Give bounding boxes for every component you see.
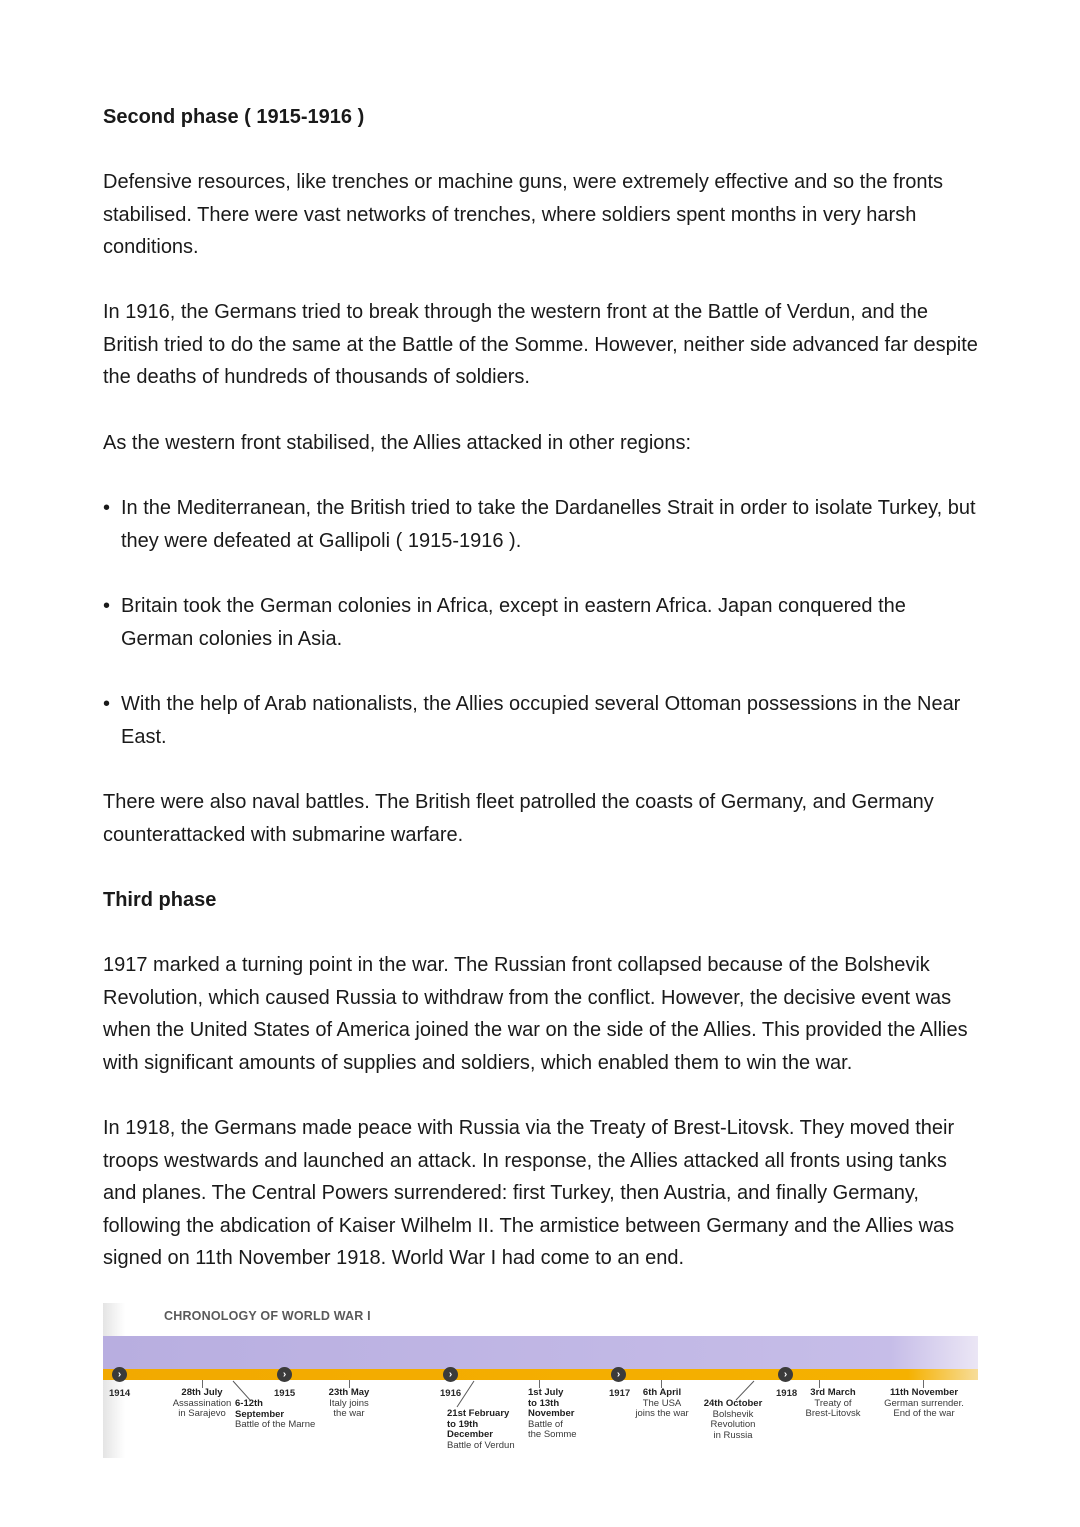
event-label: 11th November German surrender. End of the war [884, 1387, 964, 1419]
bullet-text: Britain took the German colonies in Africa, except in eastern Africa. Japan conquered the German colonies in Asia. [121, 595, 906, 650]
third-phase-heading: Third phase [103, 889, 217, 911]
year-marker-icon: › [778, 1367, 793, 1382]
event-label: 6th April The USA joins the war [635, 1387, 689, 1419]
paragraph-other-regions: As the western front stabilised, the Allies attacked in other regions: [103, 432, 692, 454]
year-label: 1918 [776, 1388, 798, 1399]
bullet-dot: • [103, 693, 111, 715]
bullet-dot: • [103, 595, 111, 617]
paragraph-armistice: In 1918, the Germans made peace with Russia via the Treaty of Brest-Litovsk. They moved their troops westwards and launched an attack. In response, the Allies attacked all fronts using tanks and planes. The Central Powers surrendered: first Turkey, then Austria, and finally Germany, following the abdication of Kaiser Wilhelm II. The armistice between Germany and the Allies was signed on 11th November 1918. World War I had come to an end. [103, 1117, 955, 1269]
year-marker-icon: › [443, 1367, 458, 1382]
event-label: 6-12th September Battle of the Marne [235, 1398, 316, 1430]
year-marker-icon: › [611, 1367, 626, 1382]
second-phase-heading: Second phase ( 1915-1916 ) [103, 106, 365, 128]
paragraph-turning-point: 1917 marked a turning point in the war. The Russian front collapsed because of the Bolshevik Revolution, which caused Russia to withdraw from the conflict. However, the decisive event was when the United States of America joined the war on the side of the Allies. This provided the Allies with significant amounts of supplies and soldiers, which enabled them to win the war. [103, 954, 968, 1074]
bullet-colonies [103, 590, 978, 655]
bullet-dot: • [103, 497, 111, 519]
year-marker-icon: › [277, 1367, 292, 1382]
event-label: 24th October Bolshevik Revolution in Russia [703, 1398, 763, 1441]
bullet-text: In the Mediterranean, the British tried to take the Dardanelles Strait in order to isolate Turkey, but they were defeated at Gallipoli ( 1915-1916 ). [121, 497, 976, 552]
paragraph-verdun-somme: In 1916, the Germans tried to break through the western front at the Battle of Verdun, and the British tried to do the same at the Battle of the Somme. However, neither side advanced far despite the deaths of hundreds of thousands of soldiers. [103, 301, 978, 388]
paragraph-naval-battles: There were also naval battles. The British fleet patrolled the coasts of Germany, and Germany counterattacked with submarine warfare. [103, 791, 934, 846]
paragraph-defensive-resources: Defensive resources, like trenches or machine guns, were extremely effective and so the fronts stabilised. There were vast networks of trenches, where soldiers spent months in very harsh conditions. [103, 171, 944, 258]
event-label: 23th May Italy joins the war [328, 1387, 370, 1419]
chronology-title: CHRONOLOGY OF WORLD WAR I [164, 1309, 371, 1323]
year-label: 1916 [440, 1388, 462, 1399]
event-label: 28th July Assassination in Sarajevo [172, 1387, 232, 1419]
year-label: 1917 [609, 1388, 631, 1399]
chronology-figure [103, 1303, 978, 1458]
bullet-text: With the help of Arab nationalists, the Allies occupied several Ottoman possessions in the Near East. [121, 693, 961, 748]
year-label: 1915 [274, 1388, 296, 1399]
event-label: 21st February to 19th December Battle of Verdun [447, 1408, 515, 1451]
year-marker-icon: › [112, 1367, 127, 1382]
event-label: 1st July to 13th November Battle of the Somme [528, 1387, 577, 1440]
bullet-mediterranean [103, 492, 978, 557]
event-label: 3rd March Treaty of Brest-Litovsk [805, 1387, 861, 1419]
year-label: 1914 [109, 1388, 131, 1399]
bullet-near-east [103, 688, 978, 753]
